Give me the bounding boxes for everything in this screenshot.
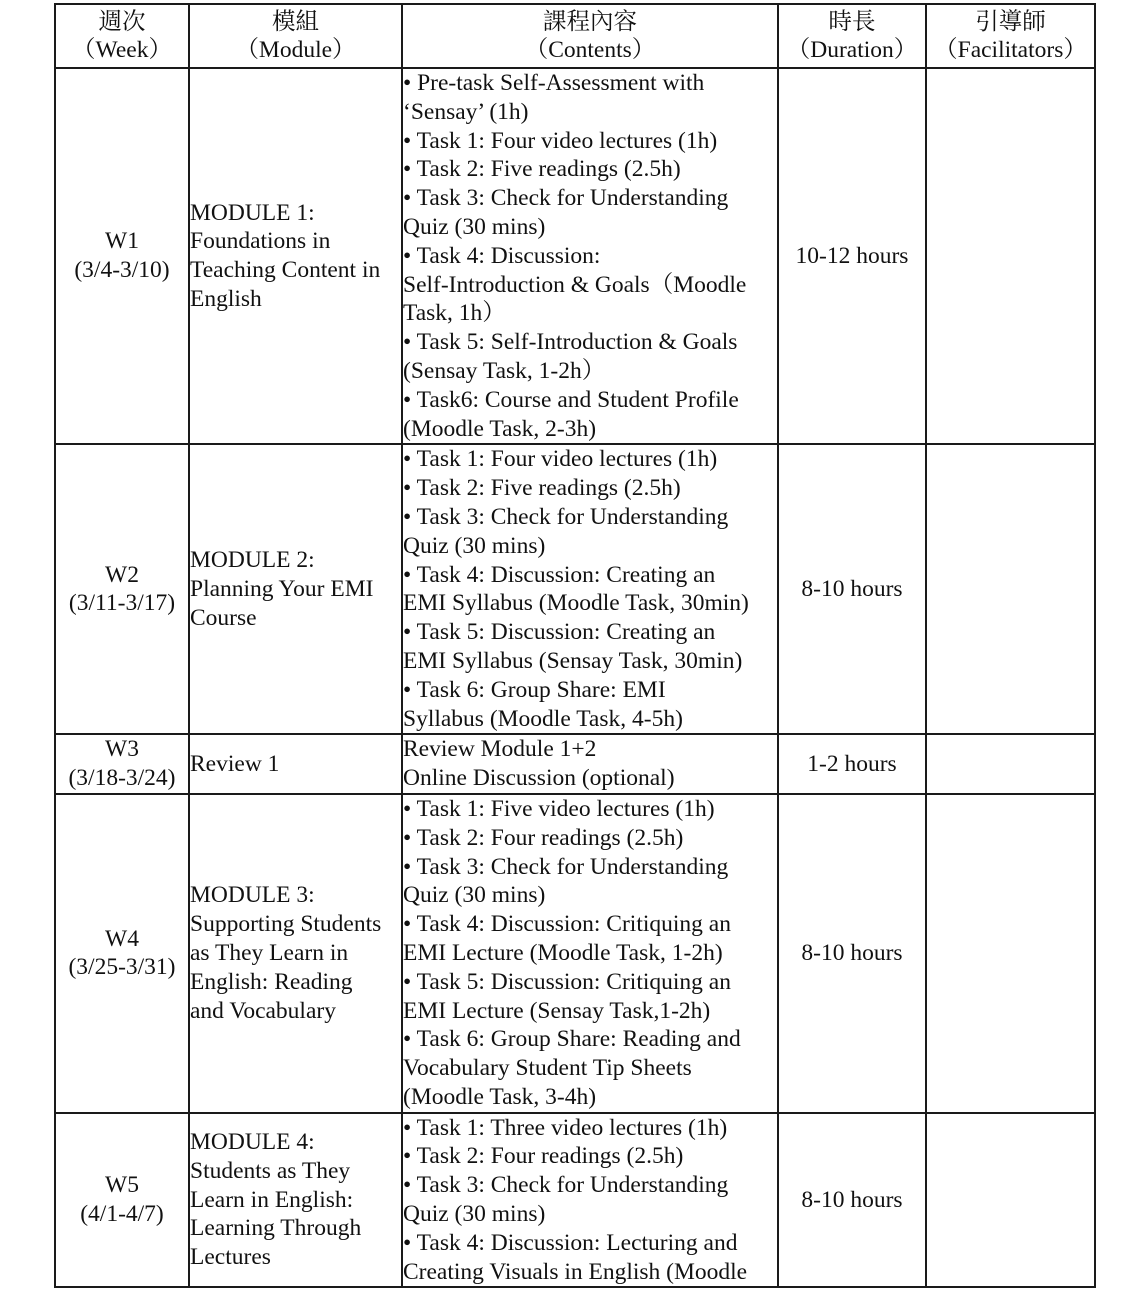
content-line: • Task 4: Discussion: Critiquing an (403, 911, 731, 938)
header-row (55, 4, 1095, 68)
contents-cell (402, 1113, 778, 1288)
header-module-en: （Module） (235, 37, 356, 63)
content-line: • Task 5: Self-Introduction & Goals (403, 329, 738, 356)
schedule-table (54, 3, 1096, 1288)
content-line: • Task 1: Five video lectures (1h) (403, 795, 715, 822)
content-line: • Task 2: Five readings (2.5h) (403, 475, 681, 502)
module-line: MODULE 4: (190, 1129, 315, 1156)
content-line: Quiz (30 mins) (403, 532, 546, 559)
module-line: Foundations in (190, 228, 331, 255)
duration-cell: 8-10 hours (778, 794, 926, 1113)
header-week-zh: 週次 (98, 9, 146, 35)
facilitators-cell (926, 734, 1095, 794)
content-line: EMI Syllabus (Moodle Task, 30min) (403, 590, 749, 617)
schedule-body (55, 68, 1095, 1287)
content-line: • Task 1: Four video lectures (1h) (403, 127, 718, 154)
module-line: MODULE 3: (190, 882, 315, 909)
contents-cell (402, 444, 778, 734)
table-row (55, 444, 1095, 734)
module-line: Teaching Content in (190, 257, 381, 284)
content-line: Quiz (30 mins) (403, 882, 546, 909)
duration-cell: 1-2 hours (778, 734, 926, 794)
week-cell (55, 68, 189, 444)
course-schedule (54, 3, 1096, 1288)
module-line: English (190, 285, 262, 312)
week-label: W3 (105, 736, 139, 763)
module-line: Supporting Students (190, 911, 382, 938)
module-line: English: Reading (190, 968, 353, 995)
facilitators-cell (926, 444, 1095, 734)
content-line: • Task6: Course and Student Profile (403, 386, 739, 413)
table-row (55, 1113, 1095, 1288)
week-dates: (3/18-3/24) (68, 765, 176, 792)
content-line: • Task 2: Four readings (2.5h) (403, 824, 684, 851)
content-line: • Task 3: Check for Understanding (403, 853, 729, 880)
week-dates: (3/11-3/17) (68, 590, 176, 617)
content-line: (Moodle Task, 3-4h) (403, 1083, 597, 1110)
module-cell (189, 734, 402, 794)
header-week-en: （Week） (72, 37, 172, 63)
contents-cell (402, 68, 778, 444)
header-contents (402, 4, 778, 68)
module-line: Learn in English: (190, 1186, 354, 1213)
table-row (55, 734, 1095, 794)
module-line: Learning Through (190, 1215, 362, 1242)
content-line: Online Discussion (optional) (403, 765, 675, 792)
content-line: Self-Introduction & Goals（Moodle (403, 271, 747, 298)
content-line: Quiz (30 mins) (403, 213, 546, 240)
week-dates: (4/1-4/7) (80, 1201, 164, 1228)
header-duration (778, 4, 926, 68)
content-line: • Task 4: Discussion: Creating an (403, 561, 716, 588)
content-line: EMI Syllabus (Sensay Task, 30min) (403, 647, 743, 674)
module-cell (189, 444, 402, 734)
content-line: ‘Sensay’ (1h) (403, 98, 529, 125)
header-module (189, 4, 402, 68)
module-line: as They Learn in (190, 939, 349, 966)
content-line: Vocabulary Student Tip Sheets (403, 1055, 692, 1082)
module-line: Planning Your EMI (190, 575, 374, 602)
content-line: Task, 1h） (403, 300, 506, 327)
content-line: Quiz (30 mins) (403, 1201, 546, 1228)
facilitators-cell (926, 1113, 1095, 1288)
module-line: MODULE 1: (190, 199, 315, 226)
table-row (55, 794, 1095, 1113)
duration-cell: 8-10 hours (778, 1113, 926, 1288)
module-cell (189, 68, 402, 444)
content-line: • Task 4: Discussion: (403, 242, 601, 269)
module-cell (189, 794, 402, 1113)
header-contents-en: （Contents） (524, 37, 656, 63)
header-facilitators-zh: 引導師 (975, 9, 1046, 35)
content-line: • Task 2: Four readings (2.5h) (403, 1143, 684, 1170)
contents-cell (402, 734, 778, 794)
facilitators-cell (926, 794, 1095, 1113)
week-label: W4 (105, 925, 139, 952)
content-line: • Task 3: Check for Understanding (403, 503, 729, 530)
content-line: • Task 3: Check for Understanding (403, 1172, 729, 1199)
content-line: EMI Lecture (Sensay Task,1-2h) (403, 997, 711, 1024)
content-line: • Task 3: Check for Understanding (403, 185, 729, 212)
week-cell (55, 794, 189, 1113)
content-line: • Task 5: Discussion: Creating an (403, 619, 716, 646)
facilitators-cell (926, 68, 1095, 444)
content-line: Creating Visuals in English (Moodle (403, 1258, 748, 1285)
module-line: Lectures (190, 1244, 271, 1271)
content-line: • Task 5: Discussion: Critiquing an (403, 968, 731, 995)
content-line: EMI Lecture (Moodle Task, 1-2h) (403, 939, 723, 966)
header-contents-zh: 課程內容 (543, 9, 637, 35)
module-line: Review 1 (190, 750, 280, 777)
duration-cell: 10-12 hours (778, 68, 926, 444)
content-line: • Task 6: Group Share: EMI (403, 676, 666, 703)
contents-cell (402, 794, 778, 1113)
content-line: • Task 1: Four video lectures (1h) (403, 446, 718, 473)
content-line: Review Module 1+2 (403, 736, 597, 763)
week-dates: (3/4-3/10) (74, 257, 170, 284)
header-module-zh: 模組 (272, 9, 319, 35)
module-line: Students as They (190, 1157, 351, 1184)
module-line: and Vocabulary (190, 997, 336, 1024)
header-facilitators (926, 4, 1095, 68)
content-line: • Pre-task Self-Assessment with (403, 70, 705, 96)
week-cell (55, 1113, 189, 1288)
header-week (55, 4, 189, 68)
content-line: (Sensay Task, 1-2h） (403, 357, 606, 384)
week-dates: (3/25-3/31) (68, 954, 176, 981)
week-label: W2 (105, 561, 139, 588)
week-cell (55, 734, 189, 794)
table-row (55, 68, 1095, 444)
week-label: W1 (105, 228, 139, 255)
module-cell (189, 1113, 402, 1288)
content-line: • Task 1: Three video lectures (1h) (403, 1114, 728, 1141)
content-line: • Task 4: Discussion: Lecturing and (403, 1229, 738, 1256)
content-line: • Task 2: Five readings (2.5h) (403, 156, 681, 183)
header-duration-zh: 時長 (828, 9, 876, 35)
module-line: Course (190, 604, 257, 631)
week-cell (55, 444, 189, 734)
header-facilitators-en: （Facilitators） (934, 37, 1087, 63)
module-line: MODULE 2: (190, 547, 315, 574)
week-label: W5 (105, 1172, 139, 1199)
header-duration-en: （Duration） (786, 37, 918, 63)
content-line: • Task 6: Group Share: Reading and (403, 1026, 741, 1053)
content-line: (Moodle Task, 2-3h) (403, 415, 597, 442)
duration-cell: 8-10 hours (778, 444, 926, 734)
content-line: Syllabus (Moodle Task, 4-5h) (403, 705, 683, 732)
